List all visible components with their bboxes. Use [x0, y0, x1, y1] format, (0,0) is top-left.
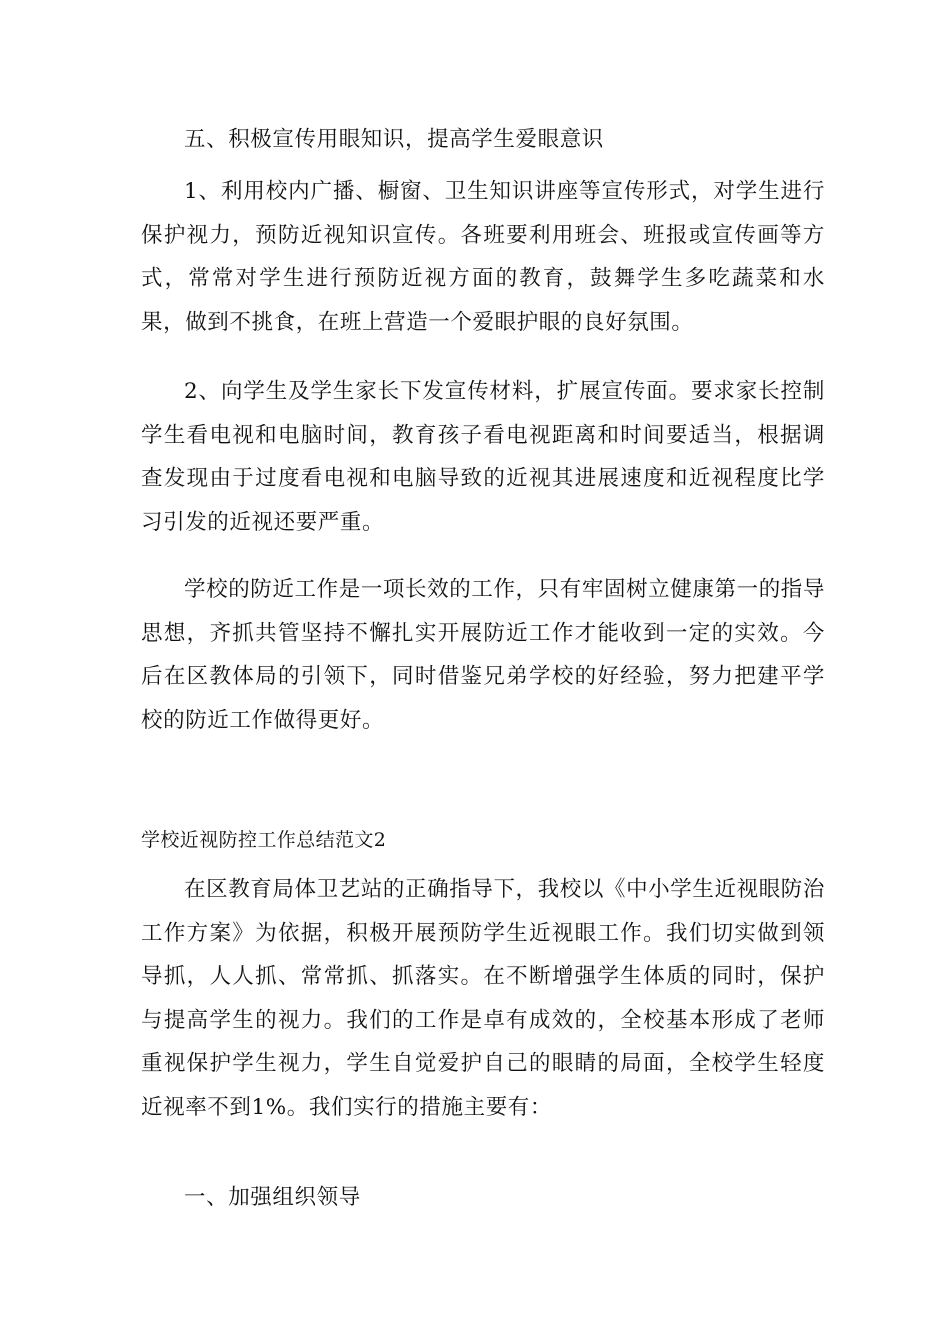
section-one-heading: 一、加强组织领导 [184, 1185, 361, 1210]
paragraph-item-1: 1、利用校内广播、橱窗、卫生知识讲座等宣传形式，对学生进行保护视力，预防近视知识宣传。各班要利用班会、班报或宣传画等方式，常常对学生进行预防近视方面的教育，鼓舞学生多吃蔬菜和水果，做到不挑食，在班上营造一个爱眼护眼的良好氛围。 [141, 179, 825, 335]
section-five-heading: 五、积极宣传用眼知识，提高学生爱眼意识 [184, 127, 604, 152]
paragraph-article-2-intro: 在区教育局体卫艺站的正确指导下，我校以《中小学生近视眼防治工作方案》为依据，积极开展预防学生近视眼工作。我们切实做到领导抓，人人抓、常常抓、抓落实。在不断增强学生体质的同时，保护与提高学生的视力。我们的工作是卓有成效的，全校基本形成了老师重视保护学生视力，学生自觉爱护自己的眼睛的局面，全校学生轻度近视率不到1%。我们实行的措施主要有： [141, 877, 825, 1120]
article-2-title: 学校近视防控工作总结范文2 [141, 829, 387, 851]
paragraph-item-2: 2、向学生及学生家长下发宣传材料，扩展宣传面。要求家长控制学生看电视和电脑时间，教育孩子看电视距离和时间要适当，根据调查发现由于过度看电视和电脑导致的近视其进展速度和近视程度比学习引发的近视还要严重。 [141, 379, 825, 535]
paragraph-conclusion: 学校的防近工作是一项长效的工作，只有牢固树立健康第一的指导思想，齐抓共管坚持不懈扎实开展防近工作才能收到一定的实效。今后在区教体局的引领下，同时借鉴兄弟学校的好经验，努力把建平学校的防近工作做得更好。 [141, 577, 825, 733]
